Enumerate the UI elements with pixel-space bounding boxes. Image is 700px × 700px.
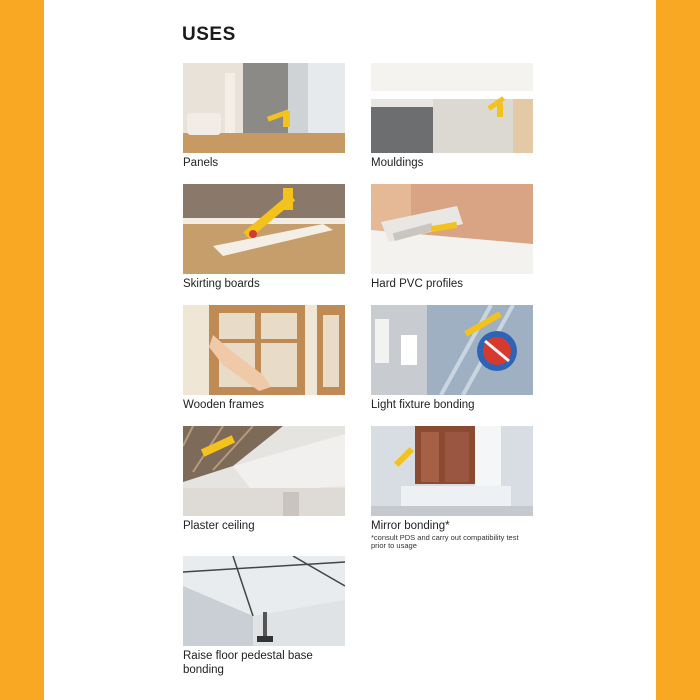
use-item-mirror-bonding <box>371 426 533 550</box>
skirting-boards-photo <box>183 184 345 274</box>
use-item-raise-floor <box>183 556 345 677</box>
use-caption: Mirror bonding* <box>371 520 450 532</box>
use-caption: Light fixture bonding <box>371 399 475 411</box>
use-caption: Hard PVC profiles <box>371 278 464 290</box>
left-orange-border <box>0 0 44 700</box>
use-item-panels <box>183 63 345 170</box>
plaster-ceiling-photo <box>183 426 345 516</box>
use-caption: Wooden frames <box>183 399 264 411</box>
mirror-bonding-photo <box>371 426 533 516</box>
use-caption: Plaster ceiling <box>183 520 255 532</box>
use-item-plaster-ceiling <box>183 426 345 533</box>
light-fixture-bonding-photo <box>371 305 533 395</box>
use-caption: Raise floor pedestal base bonding <box>183 650 313 676</box>
mouldings-photo <box>371 63 533 153</box>
raise-floor-photo <box>183 556 345 646</box>
panels-photo <box>183 63 345 153</box>
use-item-light-fixture-bonding <box>371 305 533 412</box>
use-caption: Skirting boards <box>183 278 260 290</box>
use-item-hard-pvc-profiles <box>371 184 533 291</box>
compatibility-footnote: *consult PDS and carry out compatibility test prior to usage <box>371 533 519 550</box>
right-orange-border <box>656 0 700 700</box>
use-item-wooden-frames <box>183 305 345 412</box>
hard-pvc-profiles-photo <box>371 184 533 274</box>
wooden-frames-photo <box>183 305 345 395</box>
use-caption: Mouldings <box>371 157 424 169</box>
use-caption: Panels <box>183 157 219 169</box>
use-item-skirting-boards <box>183 184 345 291</box>
page-title: USES <box>182 24 236 45</box>
use-item-mouldings <box>371 63 533 170</box>
